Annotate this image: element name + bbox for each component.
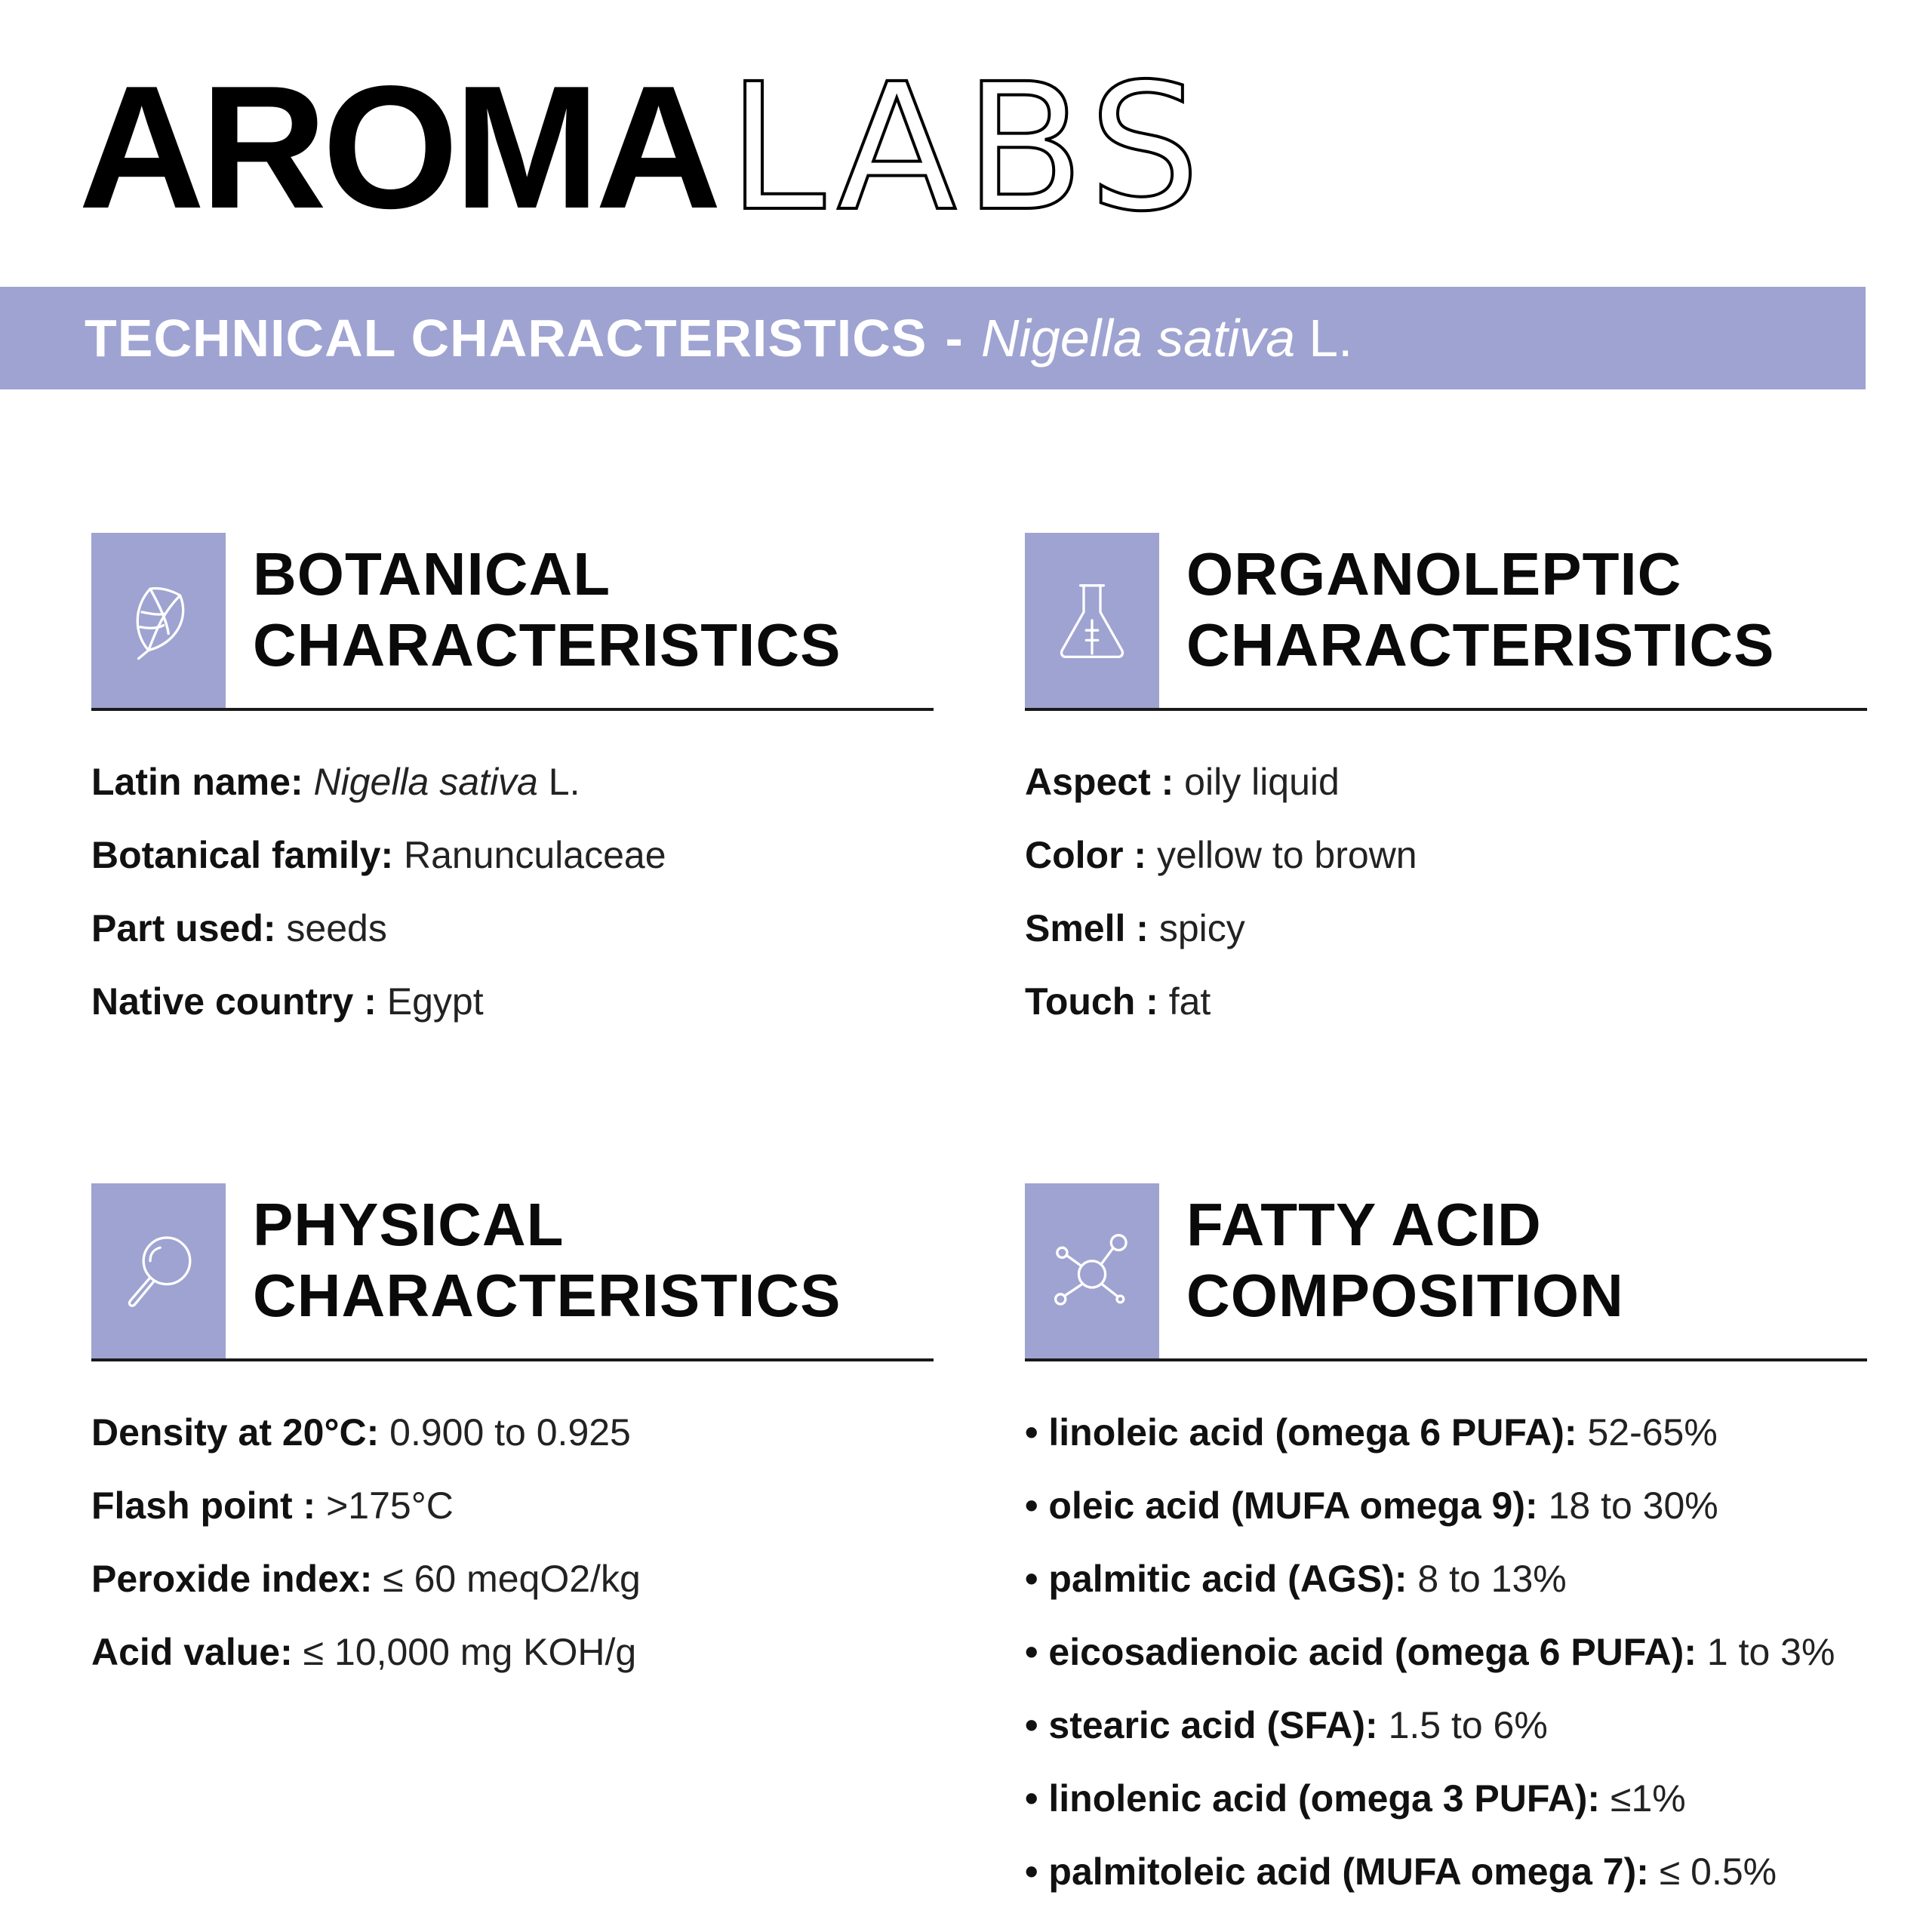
organoleptic-section [1025, 533, 1867, 1038]
list-item [1025, 1616, 1867, 1689]
icon-tile [91, 533, 226, 708]
property-label: • oleic acid (MUFA omega 9): [1025, 1484, 1538, 1527]
property-row [1025, 892, 1867, 965]
property-value-italic: Nigella sativa [313, 761, 538, 803]
list-item [1025, 1396, 1867, 1469]
property-list [1025, 746, 1867, 1038]
section-title-line-2: CHARACTERISTICS [253, 1262, 841, 1329]
property-row [91, 1616, 934, 1689]
section-title [253, 1189, 841, 1331]
property-value: 18 to 30% [1548, 1484, 1718, 1527]
section-title [253, 539, 841, 681]
property-list [91, 1396, 934, 1689]
section-header [1025, 533, 1867, 711]
icon-tile [1025, 533, 1159, 708]
property-value: ≤ 60 meqO2/kg [383, 1558, 641, 1600]
property-value: 1 to 3% [1706, 1631, 1835, 1673]
property-value: 1.5 to 6% [1388, 1704, 1548, 1746]
property-row [91, 1396, 934, 1469]
property-label: • linoleic acid (omega 6 PUFA): [1025, 1411, 1577, 1454]
property-value: 8 to 13% [1417, 1558, 1567, 1600]
section-title-line-1: FATTY ACID [1186, 1191, 1542, 1258]
molecule-icon [1051, 1229, 1134, 1312]
property-label: Flash point : [91, 1484, 316, 1527]
property-row [91, 892, 934, 965]
property-row [91, 1469, 934, 1543]
property-label: • stearic acid (SFA): [1025, 1704, 1378, 1746]
property-value: 52-65% [1587, 1411, 1718, 1454]
section-header [91, 533, 934, 711]
icon-tile [91, 1183, 226, 1358]
flask-icon [1051, 579, 1134, 662]
section-title [1186, 539, 1774, 681]
list-item [1025, 1689, 1867, 1762]
list-item [1025, 1543, 1867, 1616]
section-title-line-2: CHARACTERISTICS [253, 611, 841, 678]
property-label: Smell : [1025, 907, 1149, 949]
property-row [91, 819, 934, 892]
property-list [1025, 1396, 1867, 1909]
banner-separator: - [945, 309, 963, 368]
property-row [91, 1543, 934, 1616]
list-item [1025, 1762, 1867, 1835]
section-title-line-2: CHARACTERISTICS [1186, 611, 1775, 678]
property-value: L. [548, 761, 580, 803]
list-item [1025, 1835, 1867, 1909]
property-row [1025, 965, 1867, 1038]
property-label: • palmitic acid (AGS): [1025, 1558, 1407, 1600]
property-row [1025, 746, 1867, 819]
section-header [1025, 1183, 1867, 1361]
property-value: yellow to brown [1157, 834, 1417, 876]
property-label: Botanical family: [91, 834, 394, 876]
logo-light-text: LABS [728, 46, 1208, 250]
list-item [1025, 1469, 1867, 1543]
property-value: Egypt [386, 980, 484, 1023]
property-label: • linolenic acid (omega 3 PUFA): [1025, 1777, 1601, 1820]
property-label: Latin name: [91, 761, 303, 803]
property-value: ≤ 10,000 mg KOH/g [303, 1631, 637, 1673]
property-label: Acid value: [91, 1631, 293, 1673]
section-title-line-1: PHYSICAL [253, 1191, 565, 1258]
property-value: spicy [1158, 907, 1245, 949]
property-label: Density at 20°C: [91, 1411, 380, 1454]
property-value: >175°C [326, 1484, 454, 1527]
section-title [1186, 1189, 1624, 1331]
property-value: Ranunculaceae [404, 834, 666, 876]
icon-tile [1025, 1183, 1159, 1358]
fatty-acid-section [1025, 1183, 1867, 1909]
property-label: • palmitoleic acid (MUFA omega 7): [1025, 1850, 1649, 1893]
brand-logo [78, 46, 1208, 250]
property-row [1025, 819, 1867, 892]
property-row [91, 965, 934, 1038]
banner-title: TECHNICAL CHARACTERISTICS [85, 309, 928, 368]
leaf-icon [117, 579, 200, 662]
physical-section [91, 1183, 934, 1689]
property-label: Aspect : [1025, 761, 1174, 803]
property-value: fat [1168, 980, 1211, 1023]
botanical-section [91, 533, 934, 1038]
magnifier-icon [117, 1229, 200, 1312]
property-label: • eicosadienoic acid (omega 6 PUFA): [1025, 1631, 1697, 1673]
property-label: Peroxide index: [91, 1558, 373, 1600]
property-value: 0.900 to 0.925 [389, 1411, 631, 1454]
banner-author: L. [1309, 309, 1353, 368]
property-value: oily liquid [1184, 761, 1340, 803]
section-title-line-2: COMPOSITION [1186, 1262, 1624, 1329]
banner-species: Nigella sativa [980, 309, 1296, 368]
section-header [91, 1183, 934, 1361]
section-title-line-1: ORGANOLEPTIC [1186, 540, 1682, 608]
property-label: Color : [1025, 834, 1147, 876]
property-list [91, 746, 934, 1038]
title-banner [0, 287, 1866, 389]
property-value: seeds [286, 907, 387, 949]
section-title-line-1: BOTANICAL [253, 540, 611, 608]
property-value: ≤ 0.5% [1659, 1850, 1777, 1893]
property-label: Native country : [91, 980, 377, 1023]
property-label: Touch : [1025, 980, 1158, 1023]
property-label: Part used: [91, 907, 276, 949]
property-row [91, 746, 934, 819]
logo-bold-text: AROMA [78, 50, 718, 245]
property-value: ≤1% [1611, 1777, 1686, 1820]
